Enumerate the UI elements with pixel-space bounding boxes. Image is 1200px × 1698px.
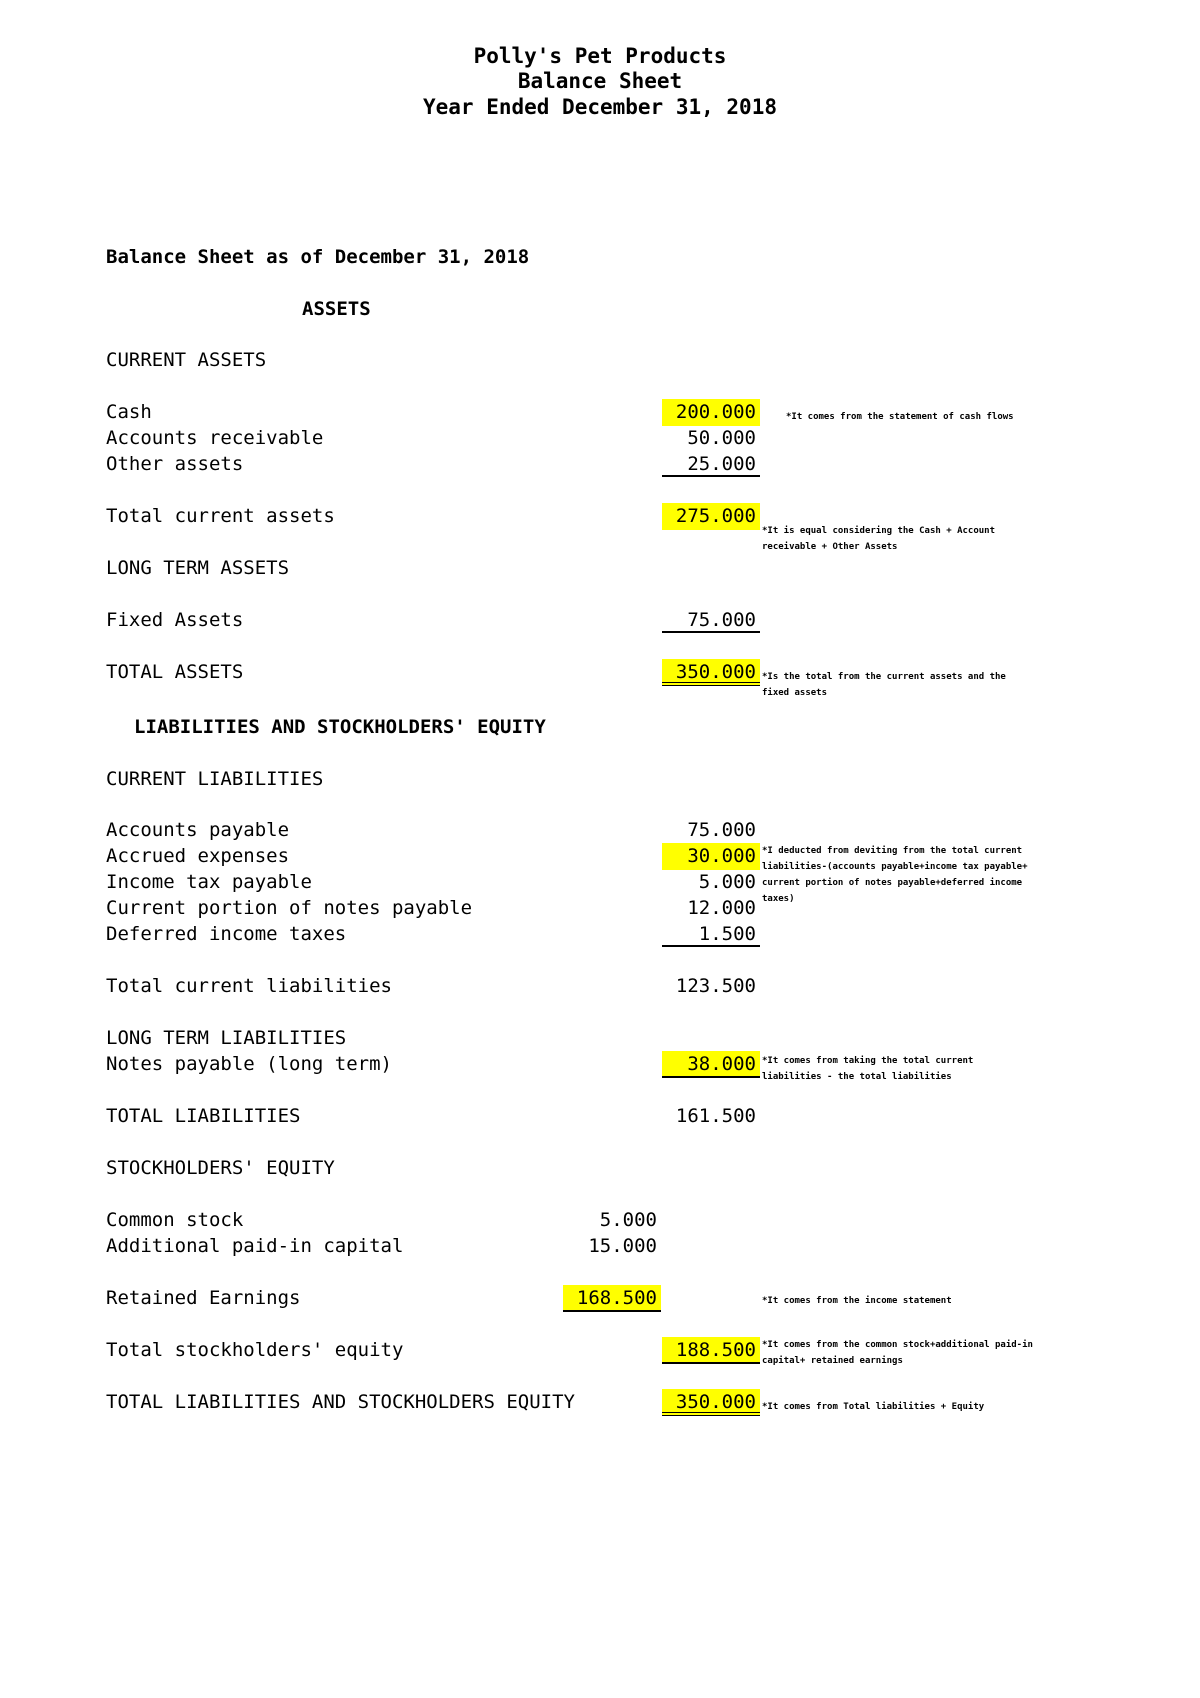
total-liabilities-value: 161.500 [675,1105,756,1127]
total-equity-note: *It comes from the common stock+additional paid-in capital+ retained earnings [762,1340,1033,1366]
receivable-value: 50.000 [687,427,756,449]
cash-note: *It comes from the statement of cash flows [786,412,1014,422]
common-stock-value: 5.000 [599,1209,657,1231]
total-current-assets-note: *It is equal considering the Cash + Account receivable + Other Assets [762,526,995,552]
apic-label: Additional paid-in capital [106,1235,404,1257]
apic-value: 15.000 [588,1235,657,1257]
total-assets-value: 350.000 [662,659,760,686]
accrued-expenses-label: Accrued expenses [106,845,290,867]
balance-sheet-subtitle: Balance Sheet as of December 31, 2018 [106,246,530,268]
total-equity-value: 188.500 [662,1337,760,1364]
retained-earnings-label: Retained Earnings [106,1287,301,1309]
deferred-taxes-value: 1.500 [662,923,760,947]
accrued-expenses-note: *I deducted from deviting from the total current liabilities-(accounts payable+income tax payable+ current portion of notes payable+deferred income taxes) [762,846,1028,904]
retained-earnings-note: *It comes from the income statement [762,1296,952,1306]
stockholders-equity-heading: STOCKHOLDERS' EQUITY [106,1157,335,1179]
statement-title: Balance Sheet [517,69,683,93]
total-current-liabilities-value: 123.500 [675,975,756,997]
current-notes-value: 12.000 [687,897,756,919]
fixed-assets-value: 75.000 [662,609,760,633]
accrued-expenses-value: 30.000 [662,843,760,870]
notes-payable-long-note: *It comes from taking the total current liabilities - the total liabilities [762,1056,974,1082]
long-term-liabilities-heading: LONG TERM LIABILITIES [106,1027,347,1049]
notes-payable-long-value: 38.000 [662,1051,760,1078]
total-equity-label: Total stockholders' equity [106,1339,404,1361]
grand-total-note: *It comes from Total liabilities + Equity [762,1402,985,1412]
total-assets-label: TOTAL ASSETS [106,661,244,683]
receivable-label: Accounts receivable [106,427,324,449]
total-liabilities-label: TOTAL LIABILITIES [106,1105,301,1127]
grand-total-value: 350.000 [662,1389,760,1416]
other-assets-label: Other assets [106,453,244,475]
cash-label: Cash [106,401,152,423]
accounts-payable-label: Accounts payable [106,819,290,841]
current-liabilities-heading: CURRENT LIABILITIES [106,768,324,790]
total-assets-note: *Is the total from the current assets and the fixed assets [762,672,1006,698]
long-term-assets-heading: LONG TERM ASSETS [106,557,290,579]
total-current-assets-label: Total current assets [106,505,335,527]
current-notes-label: Current portion of notes payable [106,897,473,919]
company-name: Polly's Pet Products [473,44,727,68]
common-stock-label: Common stock [106,1209,244,1231]
income-tax-payable-value: 5.000 [698,871,756,893]
accounts-payable-value: 75.000 [687,819,756,841]
assets-heading: ASSETS [302,298,371,320]
cash-value: 200.000 [662,399,760,426]
fixed-assets-label: Fixed Assets [106,609,244,631]
grand-total-label: TOTAL LIABILITIES AND STOCKHOLDERS EQUITY [106,1391,575,1413]
notes-payable-long-label: Notes payable (long term) [106,1053,392,1075]
total-current-assets-value: 275.000 [662,503,760,530]
liabilities-equity-heading: LIABILITIES AND STOCKHOLDERS' EQUITY [134,716,546,738]
income-tax-payable-label: Income tax payable [106,871,312,893]
other-assets-value: 25.000 [662,453,760,477]
statement-period: Year Ended December 31, 2018 [422,95,777,119]
total-current-liabilities-label: Total current liabilities [106,975,392,997]
retained-earnings-value: 168.500 [563,1285,661,1312]
deferred-taxes-label: Deferred income taxes [106,923,347,945]
current-assets-heading: CURRENT ASSETS [106,349,267,371]
